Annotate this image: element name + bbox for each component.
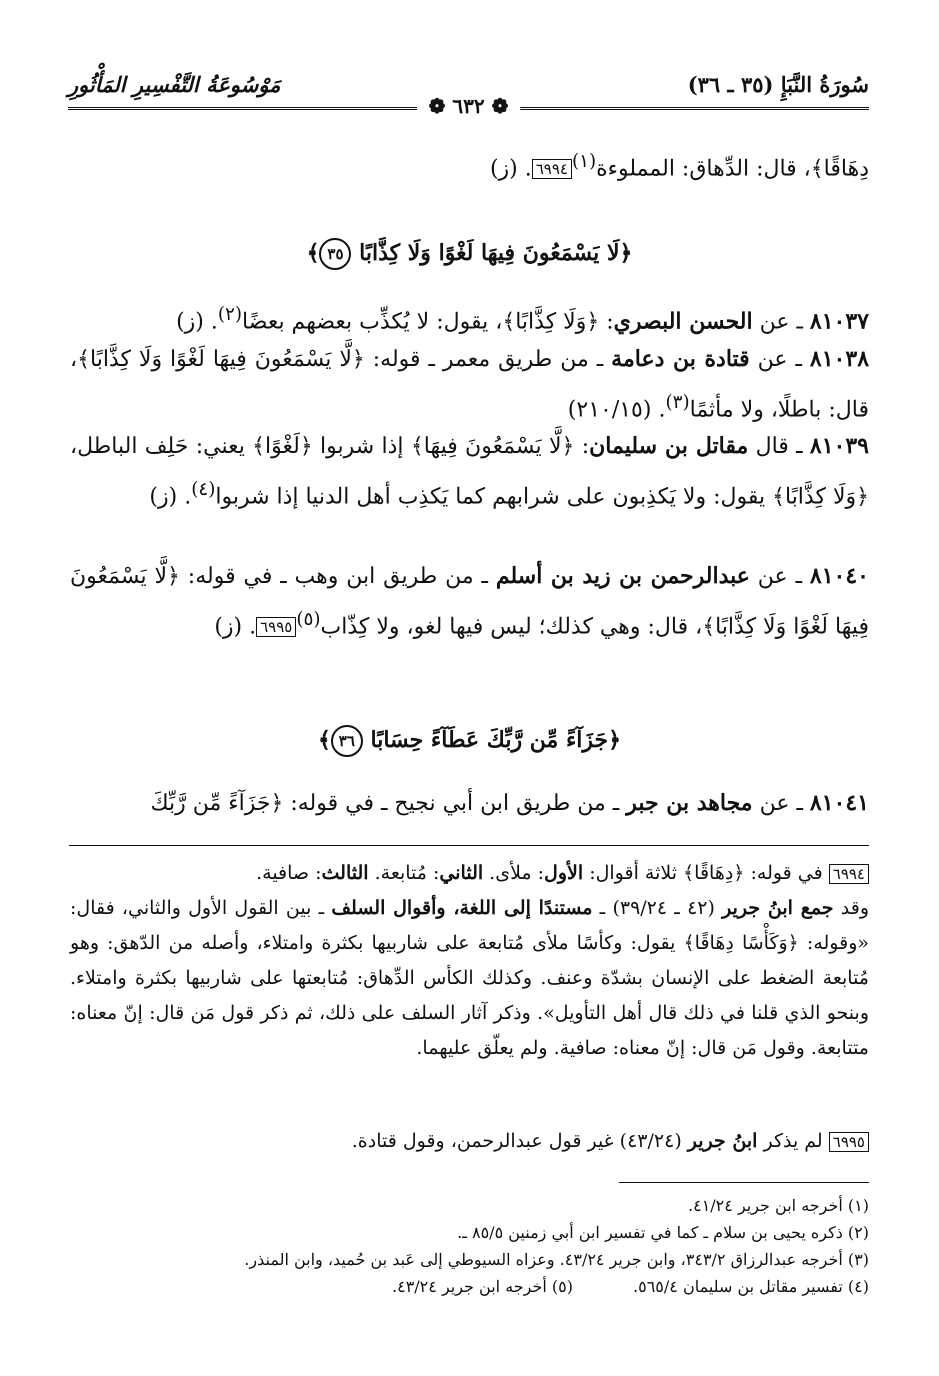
narration-number: ٨١٠٣٨ bbox=[809, 346, 870, 372]
intro-text: دِهَاقًا﴾، قال: الدِّهاق: المملوءة bbox=[596, 156, 869, 182]
narration-81039 bbox=[70, 425, 869, 518]
narration-number: ٨١٠٤١ bbox=[809, 790, 869, 816]
narration-text: ـ عن bbox=[749, 347, 810, 372]
narrator-name: مجاهد بن جبر bbox=[626, 790, 753, 816]
narration-text: ـ من طريق معمر ـ قوله: ﴿لَّا يَسْمَعُونَ فِيهَا لَغْوًا وَلَا كِذَّابًا﴾، قال: باطلًا، ولا مأثمًا bbox=[70, 347, 869, 423]
narration-81040 bbox=[70, 555, 869, 648]
narration-text: ـ عن bbox=[752, 309, 810, 335]
footnote-ref: (٥) bbox=[296, 609, 321, 630]
ayah-text: ﴿جَزَآءً مِّن رَّبِّكَ عَطَآءً حِسَابًا bbox=[370, 727, 622, 753]
narration-81038 bbox=[70, 338, 869, 431]
narrator-name: مقاتل بن سليمان bbox=[589, 433, 749, 459]
narration-number: ٨١٠٣٧ bbox=[809, 308, 869, 335]
note-text: ـ بين القول الأول والثاني، فقال: «وقوله: ﴿وَكَأْسًا دِهَاقًا﴾ يقول: وكأسًا ملأى مُتابعة على شاربيها بكثرة وامتلاء، وأصله من الدّهق: وهو مُتابعة الضغط على الإنسان بشدّة وعنف. وكذلك الكأس الدِّهاق: مُتابعتها على شاربيها بكثرة وامتلاء. وبنحو الذي قلنا في ذلك قال أهل التأويل». وذكر آثار السلف على ذلك، ثم ذكر قول مَن قال: إنّ معناه: متتابعة. وقول مَن قال: إنّ معناه: صافية. ولم يعلّق عليهما. bbox=[70, 897, 869, 1059]
ayah-bracket: ﴾ bbox=[317, 727, 331, 753]
note-author: ابنُ جرير bbox=[687, 1130, 758, 1152]
note-number-box: ٦٩٩٥ bbox=[829, 1132, 869, 1152]
narration-text: ـ قال bbox=[748, 434, 810, 459]
footnote-ref: (٣) bbox=[665, 392, 690, 413]
narration-text: : ﴿لَّا يَسْمَعُونَ فِيهَا﴾ إذا شربوا ﴿لَغْوًا﴾ يعني: حَلِف الباطل، ﴿وَلَا كِذَّابًا﴾ يقول: ولا يَكذِبون على شرابهم كما يَكذِب أهل الدنيا إذا شربوا bbox=[70, 434, 869, 510]
footnote-1: (١) أخرجه ابن جرير ٤١/٢٤. bbox=[688, 1196, 869, 1215]
note-text: : ملأى. bbox=[483, 862, 545, 884]
note-number-box: ٦٩٩٤ bbox=[829, 864, 869, 884]
footnote-ref: (١) bbox=[571, 151, 597, 172]
footnote-2: (٢) ذكره يحيى بن سلام ـ كما في تفسير ابن أبي زمنين ٨٥/٥ ـ. bbox=[457, 1223, 869, 1242]
narration-text: ـ عن bbox=[752, 791, 810, 816]
narration-tail: . (ز) bbox=[176, 309, 218, 335]
note-ref-box: ٦٩٩٥ bbox=[256, 617, 296, 637]
note-author: جمع ابنُ جرير bbox=[722, 897, 834, 919]
footnote-4: (٤) تفسير مقاتل بن سليمان ٥٦٥/٤. bbox=[633, 1277, 869, 1296]
ayah-36 bbox=[70, 725, 869, 757]
narration-text: ـ عن bbox=[749, 564, 810, 589]
footnote-3: (٣) أخرجه عبدالرزاق ٣٤٣/٢، وابن جرير ٤٣/٢٤. وعزاه السيوطي إلى عَبد بن حُميد، وابن المنذر. bbox=[244, 1250, 869, 1269]
book-title: مَوْسُوعَةُ التَّفْسِيرِ المَأْثُورِ bbox=[68, 72, 281, 97]
surah-title: سُورَةُ النَّبَإِ (٣٥ ـ ٣٦) bbox=[687, 72, 869, 97]
narrator-name: قتادة بن دعامة bbox=[611, 346, 750, 372]
page-number-value: ٦٣٢ bbox=[452, 94, 485, 118]
narration-tail: . (ز) bbox=[214, 614, 257, 640]
footnote-row bbox=[70, 1273, 869, 1300]
note-text: (٤٣/٢٤) غير قول عبدالرحمن، وقول قتادة. bbox=[351, 1130, 688, 1152]
footnote-ref: (٤) bbox=[191, 479, 216, 500]
narration-tail: . (ز) bbox=[149, 484, 192, 510]
intro-tail: . (ز) bbox=[489, 156, 532, 182]
ayah-number: ٣٥ bbox=[319, 238, 351, 270]
narration-number: ٨١٠٤٠ bbox=[809, 563, 869, 589]
note-label: الأول bbox=[544, 862, 584, 884]
narrator-name: الحسن البصري bbox=[613, 308, 753, 335]
page-number: ❁ ٦٣٢ ❁ bbox=[417, 94, 521, 118]
note-text: وقد bbox=[833, 897, 869, 919]
narration-text: ـ من طريق ابن وهب ـ في قوله: ﴿لَّا يَسْمَعُونَ فِيهَا لَغْوًا وَلَا كِذَّابًا﴾، قال: وهي كذلك؛ ليس فيها لغو، ولا كِذّاب bbox=[70, 564, 869, 640]
note-text: : صافية. bbox=[256, 862, 322, 884]
notes-divider bbox=[69, 845, 869, 846]
note-text: (٤٢ ـ ٣٩/٢٤) ـ bbox=[592, 897, 723, 919]
narration-81037 bbox=[70, 293, 869, 343]
note-emphasis: مستندًا إلى اللغة، وأقوال السلف bbox=[331, 897, 593, 919]
narration-text: : ﴿وَلَا كِذَّابًا﴾، يقول: لا يُكذِّب بعضهم بعضًا bbox=[242, 309, 614, 335]
page-header bbox=[68, 66, 869, 118]
narration-81041 bbox=[70, 782, 869, 825]
footnotes-divider bbox=[619, 1182, 869, 1183]
footnote-ref: (٢) bbox=[217, 304, 243, 325]
note-ref-box: ٦٩٩٤ bbox=[532, 159, 572, 179]
footnote-5: (٥) أخرجه ابن جرير ٤٣/٢٤. bbox=[392, 1277, 573, 1296]
narration-number: ٨١٠٣٩ bbox=[809, 433, 869, 459]
note-text: لم يذكر bbox=[757, 1130, 829, 1152]
narration-text: ـ من طريق ابن أبي نجيح ـ في قوله: ﴿جَزَآءً مِّن رَّبِّكَ bbox=[150, 791, 627, 816]
narrator-name: عبدالرحمن بن زيد بن أسلم bbox=[495, 563, 750, 589]
note-6995 bbox=[70, 1124, 869, 1159]
narration-tail: . (٢١٠/١٥) bbox=[567, 397, 666, 423]
ayah-number: ٣٦ bbox=[331, 725, 363, 757]
ayah-bracket: ﴾ bbox=[306, 240, 320, 266]
note-text: : مُتابعة. bbox=[368, 862, 440, 884]
note-text: في قوله: ﴿دِهَاقًا﴾ ثلاثة أقوال: bbox=[583, 862, 829, 884]
footnotes bbox=[70, 1192, 869, 1300]
intro-line bbox=[70, 140, 869, 190]
note-6994 bbox=[70, 856, 869, 1066]
ayah-text: ﴿لَا يَسْمَعُونَ فِيهَا لَغْوًا وَلَا كِذَّابًا bbox=[359, 240, 633, 266]
note-label: الثالث bbox=[321, 862, 369, 884]
ayah-35 bbox=[70, 238, 869, 270]
note-label: الثاني bbox=[439, 862, 484, 884]
